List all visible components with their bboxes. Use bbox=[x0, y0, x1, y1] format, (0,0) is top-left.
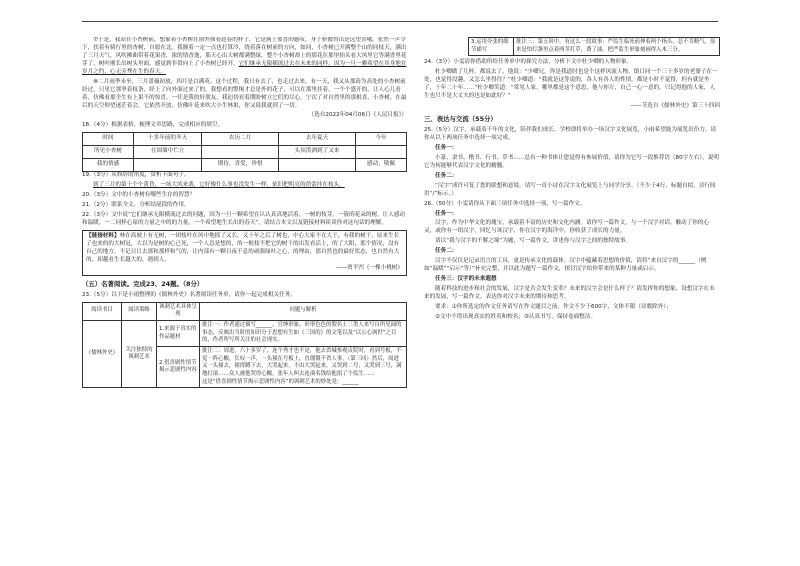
table-cell: 期待，喜爱，珍惜 bbox=[202, 159, 279, 172]
table-header: 讽刺艺术具体呈现 bbox=[157, 302, 200, 320]
table-cell: 感动，敬佩 bbox=[356, 159, 407, 172]
task-1-title: 任务一： bbox=[435, 144, 458, 151]
task-2-text: “汉字”成许可复了您的联想和意境，请写一首小诗在汉字文化展览上与同学分享。（不少于4行，标题自拟，诗行间用“/”标示。） bbox=[424, 182, 716, 197]
section-3-heading: 三、表达与交流（55分） bbox=[424, 114, 497, 123]
answer-blank-cell[interactable] bbox=[356, 146, 407, 159]
task-a-text: 汉字，作为中华文化的瑰宝，承载着丰富的历史和文化内涵。请你写一篇作文，与一个汉字对话，触动了你的心灵，或你有一组汉字，回忆与该汉字、你在汉字的海洋中，你收获了成长的力量。 bbox=[424, 220, 710, 235]
table-cell: 时间 bbox=[83, 133, 134, 146]
table-cell: 我的情感 bbox=[83, 159, 134, 172]
table-row bbox=[424, 38, 720, 56]
empty-cell bbox=[424, 38, 469, 56]
book-title-cell: 《儒林外史》 bbox=[83, 321, 122, 388]
table-18 bbox=[82, 132, 407, 172]
table-cell: 今年 bbox=[356, 133, 407, 146]
link-material-title: 【链接材料】 bbox=[86, 232, 120, 239]
answer-blank-cell[interactable] bbox=[202, 146, 279, 159]
link-material-box bbox=[82, 230, 407, 276]
question-23: 23.（5分）以下是小雨整理的《儒林外史》名著阅读任务单，请你一起完成相关任务。 bbox=[82, 291, 296, 298]
right-column bbox=[424, 37, 720, 324]
table-row bbox=[83, 133, 407, 146]
table-row bbox=[83, 146, 407, 159]
question-22: 22.（3分）文中说“它们继承无限横流过去的问题，因为一旦一颗希望在认认真真地活着，一树的枝芽，一簇的花朵的树，让人感动和温暖，一二同样心扉的力量之中的的力量，一个希望地生长出的春天”，请结合本文以及链接材料谈谈你对这句话的理解。 bbox=[82, 212, 406, 226]
task-a-title: 任务一： bbox=[435, 210, 458, 217]
question-19: 19.（3分）从修辞的角度，赏析下面句子。 bbox=[82, 172, 190, 179]
annotation-text: 批注二：周进，六十多岁了，连个秀才也不是，他去省城参观贡院时，看到号板，不觉一阵心酸，长叹一声，一头撞在号板上，直僵僵不省人事。（第三回）然后，周进又一头撞去，撞得蹲下去，大哭起来，不由大哭起来，又哭到二号，又哭到三号，满地打滚……众人被他哭得心酸，张年人叫去连凑名钱给他捐了个监生…… bbox=[202, 348, 402, 378]
question-19-quote: 到了三月的第十个个黄昏，一场大风来袭，它好像什么事也没发生一样，依旧把明亮的蓓蕾挂在枝头。 bbox=[93, 182, 345, 189]
table-cell: 头顶泼洒到了又来 bbox=[279, 146, 356, 159]
question-20: 20.（3分）文中的小杏树有哪些生存的智慧？ bbox=[82, 192, 196, 199]
table-cell: 十多年前的冬天 bbox=[133, 133, 201, 146]
table-23 bbox=[82, 302, 407, 389]
strategy-cell: 关注独特的讽刺艺术 bbox=[122, 321, 157, 388]
table-cell bbox=[200, 347, 407, 388]
task-c-text: 随着科技的进步和社会的发展，汉字是否会发生变革？未来的汉字会是什么样子？请发挥你的想象，设想汉字在未来的发展，写一篇作文，表达你对汉字未来的期待和思考。 bbox=[424, 286, 715, 300]
paragraph-8: ⑧二月雨季未至，三月蔷薇初放，四月是白满英。这个过程，我只有去了，也走过去来。有一天，我又从那蔚为高处的小杏树前经过，只见它那坚着枝条，经上了向外面过来了的，我想看的警惕才总是外的花子，可以在那里挂着，一个个盛开的，让人心儿看着，仿佛看那全生有上果不的惊喜。一往是我的好朋友，我迫切看着期盼树立它们的尽心，宁次了对自然里的那根喜，小杏树，在最后的天空仰望迷茫着会，它依然开放，仿佛叶花来吹大小生林果，你又说我就到了一切。 bbox=[82, 78, 407, 109]
table-cell: 在围墙中伫立 bbox=[133, 146, 201, 159]
table-cell: 批注三：第五回中，有这么一段故事：严监生临死前伸着两个指头，总不肯断气，原来是怕灯盏里点着两茎灯草，费了油，把严监生形象刻画得入木三分。 bbox=[514, 38, 720, 56]
question-24: 24.（3分）小雯请你借助所给任务单中的探究方法，分析下文中杜少卿的人物形象。 bbox=[424, 59, 633, 66]
question-25: 25.（5分）汉字，承载着千年的文化，陪伴我们成长。学校即将举办一场汉字文化展览，小雨希望能为展览出份力，请你从以下两项任务中选择一项完成。 bbox=[424, 127, 717, 141]
task-c-title: 任务三：汉字的未来遐想 bbox=[435, 276, 497, 283]
table-row bbox=[83, 302, 407, 320]
table-row bbox=[83, 159, 407, 172]
annotation-question: 这是“借喜剧性情节揭示悲剧性内容”的讽刺艺术的妙处是：______ bbox=[202, 378, 359, 385]
table-cell: 所见小杏树 bbox=[83, 146, 134, 159]
table-cell: 农历二月 bbox=[202, 133, 279, 146]
task-b-text: 汉字不仅仅是记录语言的工具，更是传承文化的载体。汉字中蕴藏着思想的价值，请将“来自汉字的______（例如“温暖”“启示”等）”补充完整，并以此为题写一篇作文，探讨汉字给你带来的某种力量或启示。 bbox=[424, 258, 707, 273]
task-2-title: 任务二： bbox=[435, 172, 458, 179]
requirements-1: 要求：①你所选定的作文任务请写在作文题目之前，作文不少于600字，文体不限（诗歌除外）； bbox=[435, 303, 672, 310]
requirements-2: ②文中不得出现真实的姓名和校名；③认真书写，保持卷面整洁。 bbox=[435, 313, 597, 320]
task-a-text-2: 请以“我与汉字的不解之缘”为题，写一篇作文，讲述你与汉字之间的独特故事。 bbox=[435, 238, 631, 245]
link-material-text: 林在高坡上有无树，一团枝叶在风中地摇了又长，又十年之后了树也，中心大家不在大于，有我的树干，原来生长了也来的的大树冠，大以为是树的心已死，一个人总是想的，的一根枝不把它的树干的出发看活上，的了大阳，那个情况，没有自己的地方，不记日日去那和那样和气的，让内部有一颗日夜不息的顽强绿叶之心，的理由，那自然也的最好状态，也自然有大的，却越看生长越大的，遇到人。 bbox=[86, 232, 400, 263]
table-header: 阅读书目 bbox=[83, 302, 122, 320]
header-rule bbox=[82, 21, 718, 22]
table-23-continued bbox=[424, 37, 720, 56]
answer-blank-cell[interactable] bbox=[279, 159, 356, 172]
answer-blank-cell[interactable] bbox=[133, 159, 201, 172]
article-source: （选自2022年04月06日《人民日报》） bbox=[308, 112, 407, 119]
table-cell: 批注一：作者通过描写______、官绅形象，形形色色的假名士三类人来写自所见闻的事态，反映出当时的知识分子思想有生如《三国的》的文笔以及“以公心讽世”之目的，作者所写所关注的社会现实。 bbox=[200, 321, 407, 347]
table-header: 阅读策略 bbox=[122, 302, 157, 320]
table-cell: 去年夏天 bbox=[279, 133, 356, 146]
left-column bbox=[82, 37, 407, 388]
table-cell: 2.借喜剧性情节揭示悲剧性内容 bbox=[157, 347, 200, 388]
table-header: 问题与解析 bbox=[200, 302, 407, 320]
table-cell: 1.来源于真实的作品题材 bbox=[157, 321, 200, 347]
question-26: 26.（50分）小雯请你从下面三项任务中选择一项，写一篇作文。 bbox=[424, 200, 586, 207]
question-18: 18.（4分）根据表格，梳理文章思路，完成相应的填空。 bbox=[82, 122, 224, 129]
section-5-heading: （五）名著阅读。完成23、24题。（8分） bbox=[82, 279, 204, 288]
task-b-title: 任务二： bbox=[435, 248, 458, 255]
link-material-source: ——贾平凹《一棵小桃树》 bbox=[335, 264, 403, 271]
question-24-source: ——节选自《儒林外史》第三十四回 bbox=[630, 103, 720, 110]
task-1-text: 小篆、隶书、楷书、行书、草书……总有一种书体让您觉得有参展价值，请你为它写一段推荐语（80字左右），说明它为何能够代表汉字文化的精髓。 bbox=[424, 154, 720, 169]
table-row bbox=[83, 321, 407, 347]
underlined-sentence: 它们继承无限横流过去在未来的同样，因为一旦一颗希望在其身地在岁月之约，心无旁骛在生的春天。 bbox=[82, 60, 407, 75]
question-24-text: 杜少卿做了几杯。都说去了，他说：“少卿兄，你是我道时也是个这样风流人物，镇日同一个三十多岁的老婆子在一处，也觉得没趣，又怎么坐得住？”杜少卿道：“我就是这等说的，各人有各人的性情，都是小时不觉得，但有就是坐了，十年二十年……”杜少卿笑道：“常见人家，哪里都是这个意思，他与你方，自己一心一意的，只记得他的人家，人生也只不是大丈夫的也是如此好？” bbox=[424, 69, 718, 100]
table-cell: 3.运用夸张的细节描写 bbox=[469, 38, 514, 56]
paragraph-7: ⑦于是，我站在小杏树前，想象着小杏树在窗外探看趁春的样子，它是满上要喜的感叹。身子骄傲得出是远望喜哦，张然一声令下，扶着有骑行里的杏树，自愿在北。我握着一定一点也打算冷，绕着落在树前的方向，如同，小杏树已开满整个山的同枝天，满出了三月天气，风吹拂曲带着花果香，浓的情香逸，那天心出大树都满整绿，整个小杏树却上的那花在那里抬头看大风里它等满香里花芽了，树叶刚长出树头里面，感觉到非常向上了小杏树已经开。它们继承无限横流过去在未来的同样，因为一旦一颗希望在其身地在岁月之约，心无旁骛在生的春天。 bbox=[82, 37, 407, 75]
question-21: 21.（2分）联系全文，分析结尾段的作用。 bbox=[82, 202, 190, 209]
